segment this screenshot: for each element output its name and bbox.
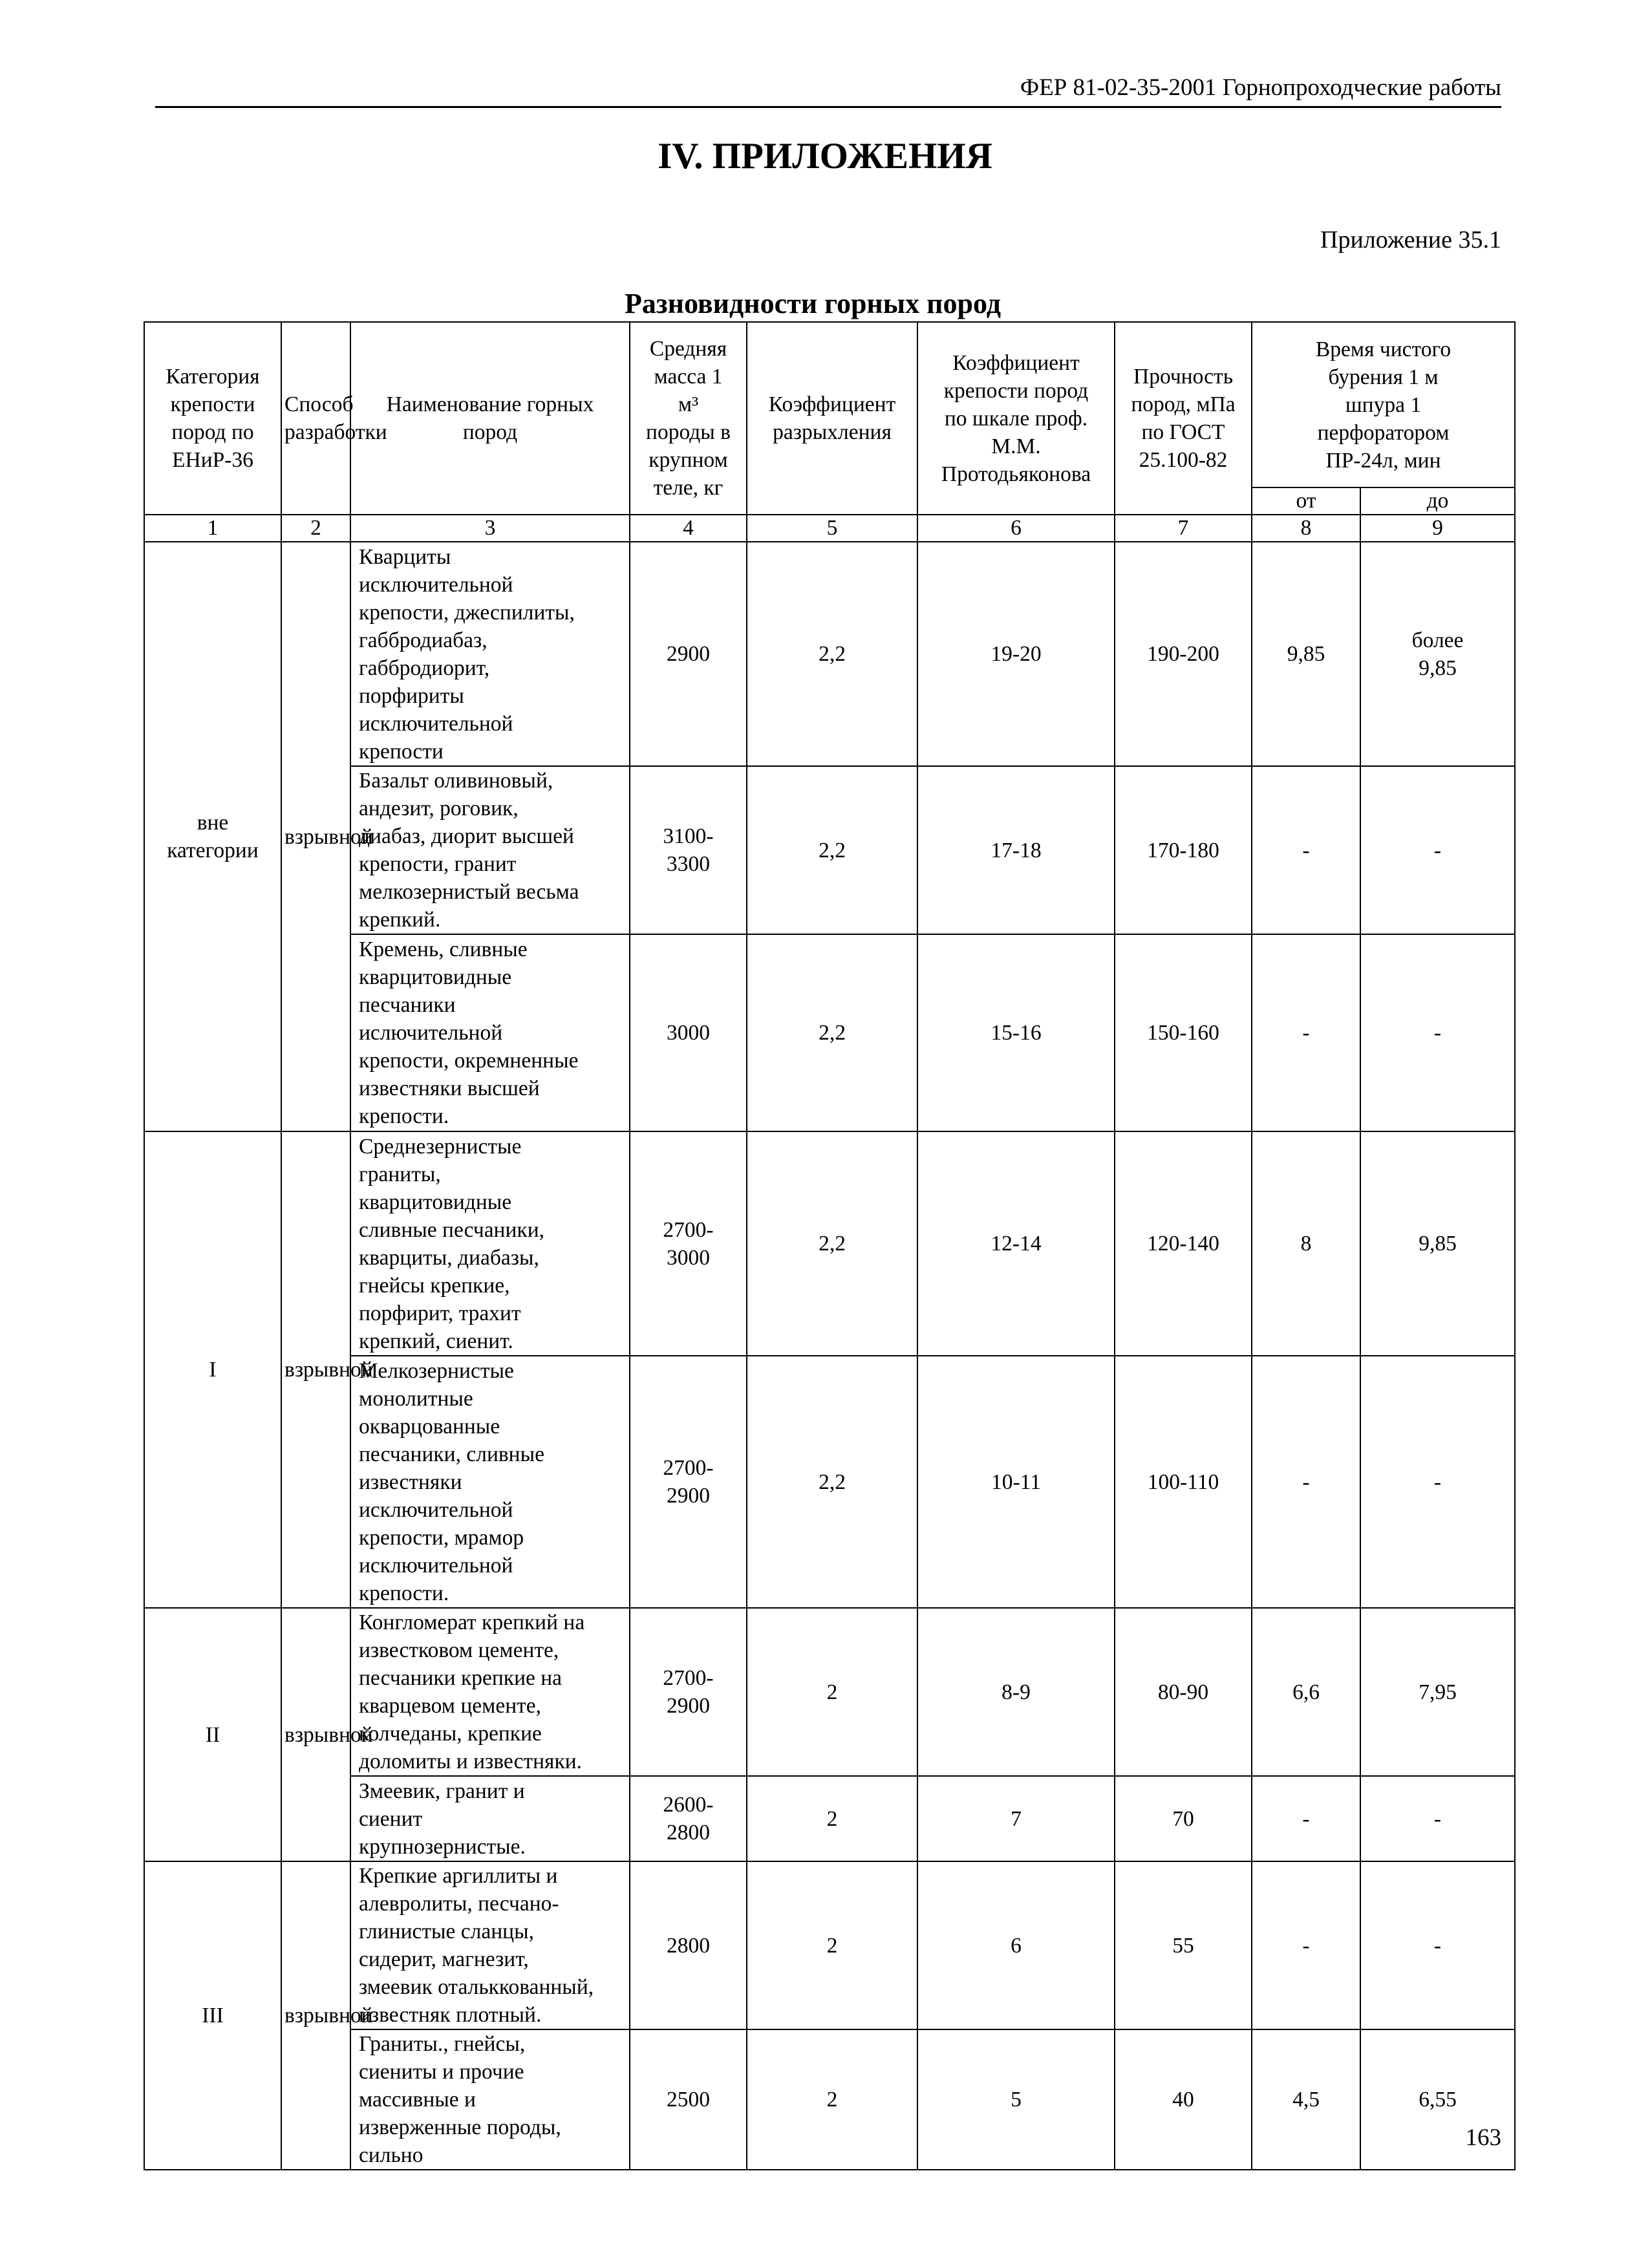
drill-time-to-cell: 7,95 [1360, 1608, 1515, 1776]
drill-time-from-cell: 8 [1252, 1131, 1360, 1356]
method-cell: взрывной [281, 1861, 350, 2170]
header-loosening: Коэффициент разрыхления [747, 322, 917, 515]
strength-cell: 55 [1115, 1861, 1252, 2029]
table-row [144, 1861, 1515, 2029]
column-number: 7 [1115, 515, 1252, 542]
rock-name-cell: Конгломерат крепкий на известковом цементе, песчаники крепкие на кварцевом цементе, колчеданы, крепкие доломиты и известняки. [350, 1608, 630, 1776]
mass-cell: 3100- 3300 [630, 766, 747, 934]
mass-cell: 3000 [630, 934, 747, 1131]
mass-cell: 2900 [630, 542, 747, 766]
column-number: 6 [917, 515, 1115, 542]
rock-name-cell: Крепкие аргиллиты и алевролиты, песчано- глинистые сланцы, сидерит, магнезит, змеевик отальккованный, известняк плотный. [350, 1861, 630, 2029]
column-numbers-row [144, 515, 1515, 542]
column-number: 1 [144, 515, 281, 542]
table-header [144, 322, 1515, 542]
header-name: Наименование горных пород [350, 322, 630, 515]
rock-name-cell: Мелкозернистые монолитные окварцованные песчаники, сливные известняки исключительной крепости, мрамор исключительной крепости. [350, 1356, 630, 1608]
column-number: 4 [630, 515, 747, 542]
hardness-cell: 8-9 [917, 1608, 1115, 1776]
drill-time-from-cell: - [1252, 1861, 1360, 2029]
hardness-cell: 15-16 [917, 934, 1115, 1131]
strength-cell: 40 [1115, 2029, 1252, 2170]
category-cell: I [144, 1131, 281, 1608]
rock-name-cell: Базальт оливиновый, андезит, роговик, диабаз, диорит высшей крепости, гранит мелкозернистый весьма крепкий. [350, 766, 630, 934]
drill-time-to-cell: - [1360, 1861, 1515, 2029]
loosening-cell: 2 [747, 1861, 917, 2029]
header-rule [155, 106, 1501, 108]
mass-cell: 2700- 2900 [630, 1608, 747, 1776]
loosening-cell: 2,2 [747, 766, 917, 934]
drill-time-from-cell: - [1252, 1356, 1360, 1608]
strength-cell: 70 [1115, 1776, 1252, 1861]
rock-types-table [144, 321, 1516, 2170]
mass-cell: 2800 [630, 1861, 747, 2029]
drill-time-from-cell: - [1252, 934, 1360, 1131]
drill-time-from-cell: - [1252, 1776, 1360, 1861]
header-drill-time: Время чистого бурения 1 м шпура 1 перфоратором ПР-24л, мин [1252, 322, 1515, 487]
hardness-cell: 5 [917, 2029, 1115, 2170]
column-number: 5 [747, 515, 917, 542]
column-number: 9 [1360, 515, 1515, 542]
column-number: 2 [281, 515, 350, 542]
method-cell: взрывной [281, 1608, 350, 1861]
drill-time-to-cell: - [1360, 766, 1515, 934]
appendix-reference: Приложение 35.1 [1320, 226, 1501, 253]
strength-cell: 190-200 [1115, 542, 1252, 766]
hardness-cell: 6 [917, 1861, 1115, 2029]
column-number: 8 [1252, 515, 1360, 542]
loosening-cell: 2,2 [747, 934, 917, 1131]
drill-time-to-cell: - [1360, 1356, 1515, 1608]
drill-time-from-cell: - [1252, 766, 1360, 934]
method-cell: взрывной [281, 1131, 350, 1608]
hardness-cell: 12-14 [917, 1131, 1115, 1356]
hardness-cell: 19-20 [917, 542, 1115, 766]
rock-name-cell: Змеевик, гранит и сиенит крупнозернистые. [350, 1776, 630, 1861]
loosening-cell: 2,2 [747, 542, 917, 766]
category-cell: вне категории [144, 542, 281, 1131]
table-title: Разновидности горных пород [625, 288, 1001, 319]
mass-cell: 2700- 2900 [630, 1356, 747, 1608]
running-header: ФЕР 81-02-35-2001 Горнопроходческие работы [1020, 74, 1501, 101]
header-mass: Средняя масса 1 м³ породы в крупном теле, кг [630, 322, 747, 515]
rock-name-cell: Кремень, сливные кварцитовидные песчаники ислючительной крепости, окремненные известняки высшей крепости. [350, 934, 630, 1131]
header-category: Категория крепости пород по ЕНиР-36 [144, 322, 281, 515]
hardness-cell: 17-18 [917, 766, 1115, 934]
mass-cell: 2700- 3000 [630, 1131, 747, 1356]
header-method: Способ разработки [281, 322, 350, 515]
loosening-cell: 2 [747, 1776, 917, 1861]
rock-name-cell: Среднезернистые граниты, кварцитовидные сливные песчаники, кварциты, диабазы, гнейсы крепкие, порфирит, трахит крепкий, сиенит. [350, 1131, 630, 1356]
section-title: IV. ПРИЛОЖЕНИЯ [658, 136, 992, 177]
strength-cell: 150-160 [1115, 934, 1252, 1131]
table-body [144, 542, 1515, 2170]
drill-time-from-cell: 4,5 [1252, 2029, 1360, 2170]
drill-time-to-cell: 6,55 [1360, 2029, 1515, 2170]
loosening-cell: 2 [747, 2029, 917, 2170]
category-cell: III [144, 1861, 281, 2170]
loosening-cell: 2,2 [747, 1356, 917, 1608]
category-cell: II [144, 1608, 281, 1861]
method-cell: взрывной [281, 542, 350, 1131]
table-row [144, 542, 1515, 766]
rock-name-cell: Граниты., гнейсы, сиениты и прочие массивные и изверженные породы, сильно [350, 2029, 630, 2170]
header-from: от [1252, 487, 1360, 515]
column-number: 3 [350, 515, 630, 542]
loosening-cell: 2 [747, 1608, 917, 1776]
rock-name-cell: Кварциты исключительной крепости, джеспилиты, габбродиабаз, габбродиорит, порфириты исключительной крепости [350, 542, 630, 766]
drill-time-to-cell: 9,85 [1360, 1131, 1515, 1356]
table-row [144, 1131, 1515, 1356]
drill-time-to-cell: - [1360, 934, 1515, 1131]
strength-cell: 120-140 [1115, 1131, 1252, 1356]
table-row [144, 1608, 1515, 1776]
strength-cell: 170-180 [1115, 766, 1252, 934]
strength-cell: 100-110 [1115, 1356, 1252, 1608]
hardness-cell: 7 [917, 1776, 1115, 1861]
mass-cell: 2500 [630, 2029, 747, 2170]
strength-cell: 80-90 [1115, 1608, 1252, 1776]
drill-time-to-cell: более 9,85 [1360, 542, 1515, 766]
loosening-cell: 2,2 [747, 1131, 917, 1356]
page-number: 163 [1465, 2124, 1501, 2151]
mass-cell: 2600- 2800 [630, 1776, 747, 1861]
hardness-cell: 10-11 [917, 1356, 1115, 1608]
drill-time-to-cell: - [1360, 1776, 1515, 1861]
header-hardness: Коэффициент крепости пород по шкале проф. М.М. Протодьяконова [917, 322, 1115, 515]
drill-time-from-cell: 6,6 [1252, 1608, 1360, 1776]
drill-time-from-cell: 9,85 [1252, 542, 1360, 766]
header-strength: Прочность пород, мПа по ГОСТ 25.100-82 [1115, 322, 1252, 515]
header-to: до [1360, 487, 1515, 515]
